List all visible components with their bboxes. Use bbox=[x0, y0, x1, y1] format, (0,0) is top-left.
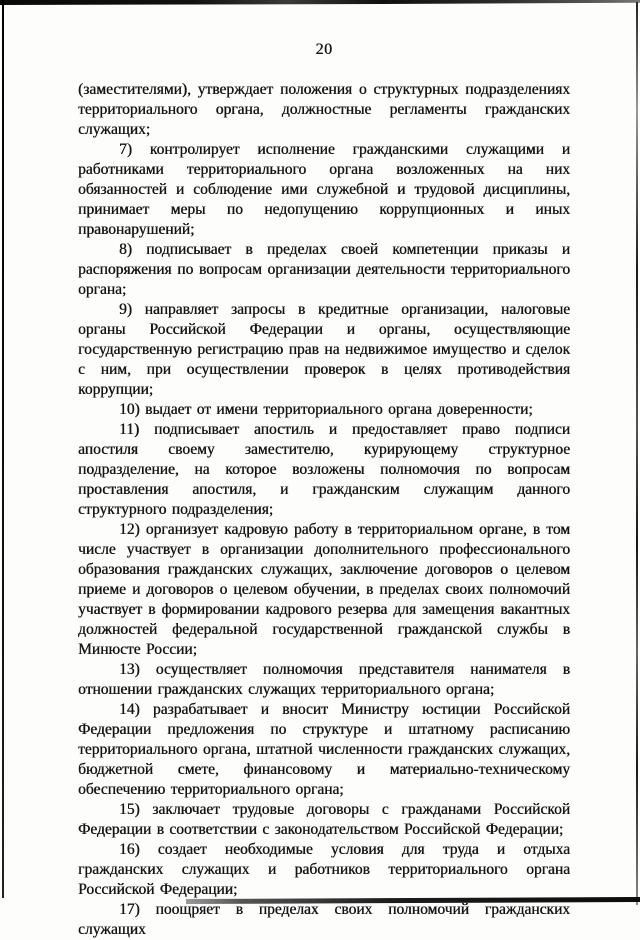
scan-frame-left-edge bbox=[2, 0, 4, 898]
paragraph: 13) осуществляет полномочия представителя нанимателя в отношении гражданских служащих территориального органа; bbox=[78, 661, 570, 698]
paragraph: 10) выдает от имени территориального органа доверенности; bbox=[119, 401, 533, 418]
paragraph: 9) направляет запросы в кредитные организации, налоговые органы Российской Федерации и органы, осуществляющие государственную регистрацию прав на недвижимое имущество и сделок с ним, при осуществлении проверок в целях противодействия коррупции; bbox=[78, 301, 570, 398]
paragraph: 17) поощряет в пределах своих полномочий гражданских служащих bbox=[78, 901, 570, 938]
scan-frame-right-edge bbox=[636, 2, 638, 905]
paragraph: 7) контролирует исполнение гражданскими служащими и работниками территориального органа возложенных на них обязанностей и соблюдение ими служебной и трудовой дисциплины, принимает меры по недопущению коррупционных и иных правонарушений; bbox=[78, 141, 570, 238]
paragraph: 15) заключает трудовые договоры с гражданами Российской Федерации в соответствии с законодательством Российской Федерации; bbox=[78, 801, 570, 838]
paragraph: 12) организует кадровую работу в территориальном органе, в том числе участвует в организации дополнительного профессионального образования гражданских служащих, заключение договоров о целевом приеме и договоров о целевом обучении, в пределах своих полномочий участвует в формировании кадрового резерва для замещения вакантных должностей федеральной государственной гражданской службы в Минюсте России; bbox=[78, 521, 570, 658]
paragraph: 16) создает необходимые условия для труда и отдыха гражданских служащих и работников территориального органа Российской Федерации; bbox=[78, 841, 570, 898]
scan-frame-top-edge bbox=[0, 0, 640, 5]
paragraph: 8) подписывает в пределах своей компетенции приказы и распоряжения по вопросам организации деятельности территориального органа; bbox=[78, 241, 570, 298]
paragraph: 11) подписывает апостиль и предоставляет право подписи апостиля своему заместителю, курирующему структурное подразделение, на которое возложены полномочия по вопросам проставления апостиля, и гражданским служащим данного структурного подразделения; bbox=[78, 421, 570, 518]
document-content bbox=[78, 40, 570, 940]
document-body bbox=[78, 80, 570, 940]
paragraph: (заместителями), утверждает положения о структурных подразделениях территориального органа, должностные регламенты гражданских служащих; bbox=[78, 81, 570, 138]
paragraph: 14) разрабатывает и вносит Министру юстиции Российской Федерации предложения по структуре и штатному расписанию территориального органа, штатной численности гражданских служащих, бюджетной смете, финансовому и материально-техническому обеспечению территориального органа; bbox=[78, 701, 570, 798]
page-number: 20 bbox=[315, 41, 333, 58]
